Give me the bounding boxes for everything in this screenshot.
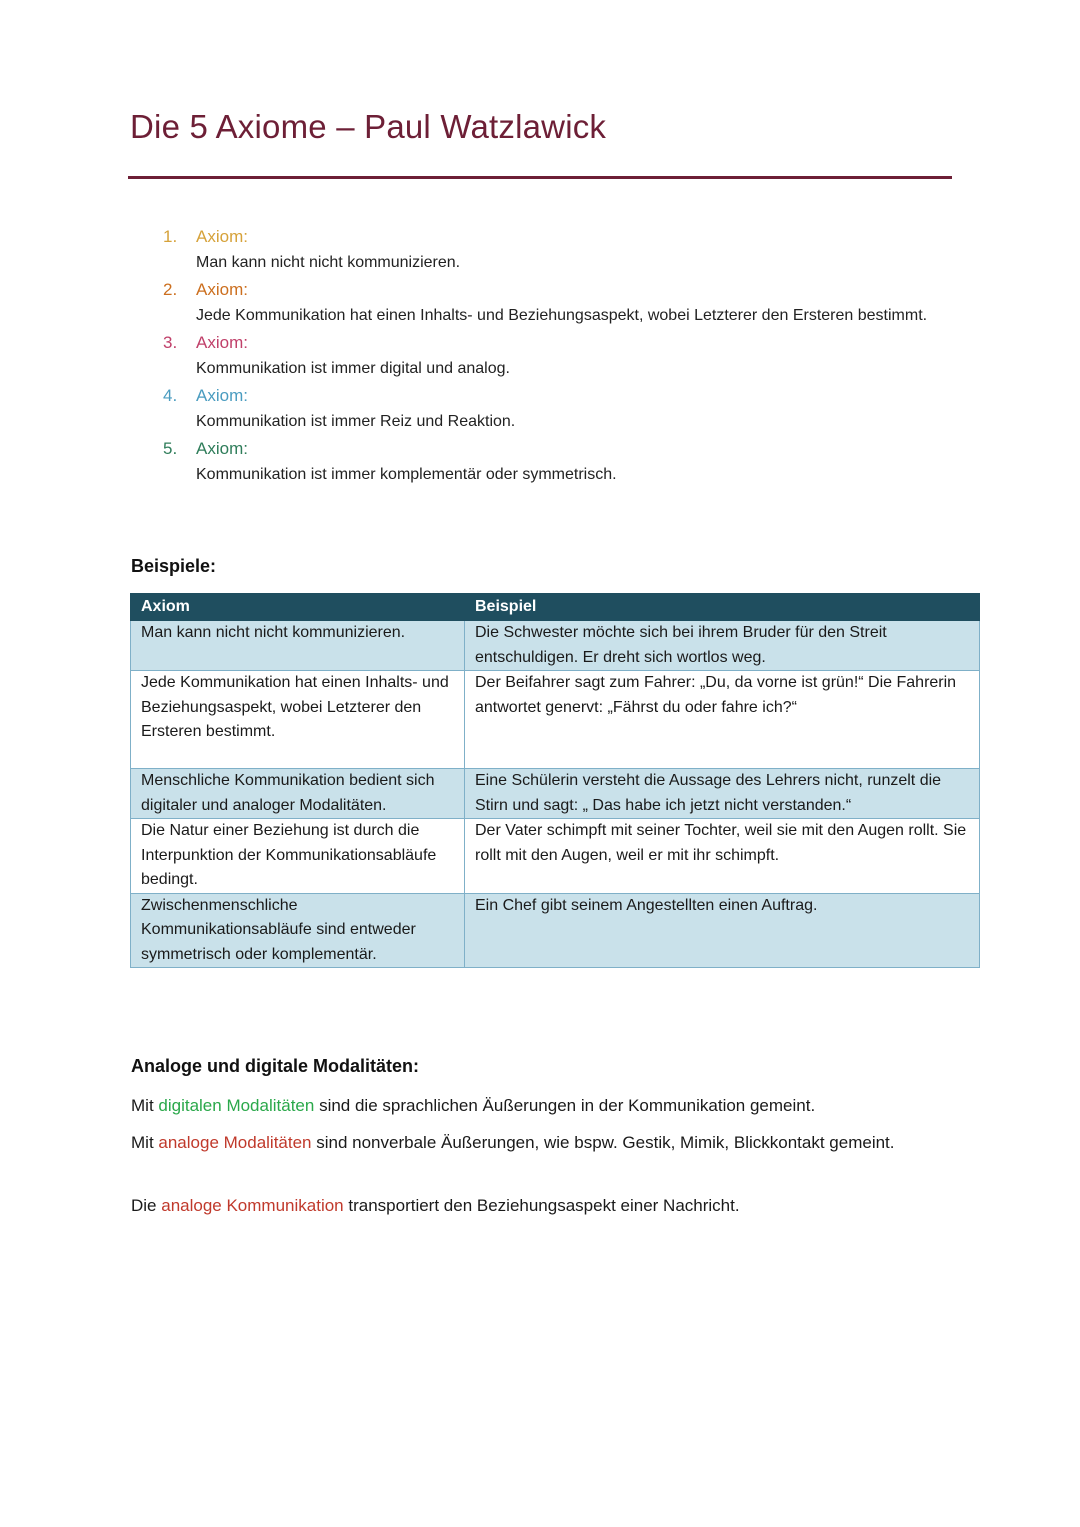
axiom-label: Axiom: [196, 333, 248, 352]
axiom-label: Axiom: [196, 439, 248, 458]
axiom-item [160, 436, 960, 489]
table-row [131, 819, 980, 894]
axiom-text: Jede Kommunikation hat einen Inhalts- und Beziehungsaspekt, wobei Letzterer den Ersteren bestimmt. [196, 307, 928, 324]
modalities-paragraph-digital [131, 1093, 931, 1119]
axiom-text: Kommunikation ist immer digital und analog. [196, 360, 510, 377]
cell-axiom: Die Natur einer Beziehung ist durch die Interpunktion der Kommunikationsabläufe bedingt. [131, 819, 465, 894]
table-row [131, 621, 980, 671]
table-row [131, 671, 980, 769]
cell-example: Ein Chef gibt seinem Angestellten einen Auftrag. [465, 893, 980, 968]
axiom-list [160, 224, 960, 489]
axiom-item [160, 277, 960, 330]
axiom-number: 2. [163, 280, 178, 299]
cell-example: Der Beifahrer sagt zum Fahrer: „Du, da vorne ist grün!“ Die Fahrerin antwortet genervt: „Fährst du oder fahre ich?“ [465, 671, 980, 769]
table-header-row [131, 594, 980, 621]
axiom-label: Axiom: [196, 386, 248, 405]
column-header-example: Beispiel [465, 594, 980, 621]
text-segment: Mit [131, 1133, 159, 1152]
modalities-paragraph-analog [131, 1130, 931, 1156]
cell-axiom: Menschliche Kommunikation bedient sich digitaler und analoger Modalitäten. [131, 769, 465, 819]
axiom-item [160, 224, 960, 277]
cell-example: Der Vater schimpft mit seiner Tochter, weil sie mit den Augen rollt. Sie rollt mit den Augen, weil er mit ihr schimpft. [465, 819, 980, 894]
cell-example: Die Schwester möchte sich bei ihrem Bruder für den Streit entschuldigen. Er dreht sich wortlos weg. [465, 621, 980, 671]
text-segment: sind die sprachlichen Äußerungen in der Kommunikation gemeint. [314, 1096, 816, 1115]
column-header-axiom: Axiom [131, 594, 465, 621]
text-segment: Mit [131, 1096, 159, 1115]
cell-example: Eine Schülerin versteht die Aussage des Lehrers nicht, runzelt die Stirn und sagt: „ Das habe ich jetzt nicht verstanden.“ [465, 769, 980, 819]
axiom-text: Kommunikation ist immer Reiz und Reaktion. [196, 413, 516, 430]
axiom-text: Man kann nicht nicht kommunizieren. [196, 254, 461, 271]
highlight-digital: digitalen Modalitäten [158, 1096, 315, 1115]
axiom-label: Axiom: [196, 280, 248, 299]
modalities-heading: Analoge und digitale Modalitäten: [131, 1056, 419, 1076]
axiom-item [160, 330, 960, 383]
axiom-number: 1. [163, 227, 178, 246]
axiom-text: Kommunikation ist immer komplementär oder symmetrisch. [196, 466, 617, 483]
axiom-label: Axiom: [196, 227, 248, 246]
axiom-item [160, 383, 960, 436]
text-segment: sind nonverbale Äußerungen, wie bspw. Gestik, Mimik, Blickkontakt gemeint. [311, 1133, 895, 1152]
highlight-analog-communication: analoge Kommunikation [161, 1196, 344, 1215]
title-divider [128, 176, 952, 179]
axiom-number: 3. [163, 333, 178, 352]
cell-axiom: Jede Kommunikation hat einen Inhalts- und Beziehungsaspekt, wobei Letzterer den Ersteren bestimmt. [131, 671, 465, 769]
examples-table [130, 593, 980, 968]
highlight-analog: analoge Modalitäten [158, 1133, 312, 1152]
cell-axiom: Zwischenmenschliche Kommunikationsabläufe sind entweder symmetrisch oder komplementär. [131, 893, 465, 968]
examples-heading: Beispiele: [131, 556, 217, 576]
text-segment: Die [131, 1196, 162, 1215]
modalities-paragraph-analog-communication [131, 1193, 931, 1219]
axiom-number: 4. [163, 386, 178, 405]
table-row [131, 893, 980, 968]
axiom-number: 5. [163, 439, 178, 458]
cell-axiom: Man kann nicht nicht kommunizieren. [131, 621, 465, 671]
page-title: Die 5 Axiome – Paul Watzlawick [130, 108, 607, 145]
text-segment: transportiert den Beziehungsaspekt einer Nachricht. [343, 1196, 740, 1215]
table-row [131, 769, 980, 819]
